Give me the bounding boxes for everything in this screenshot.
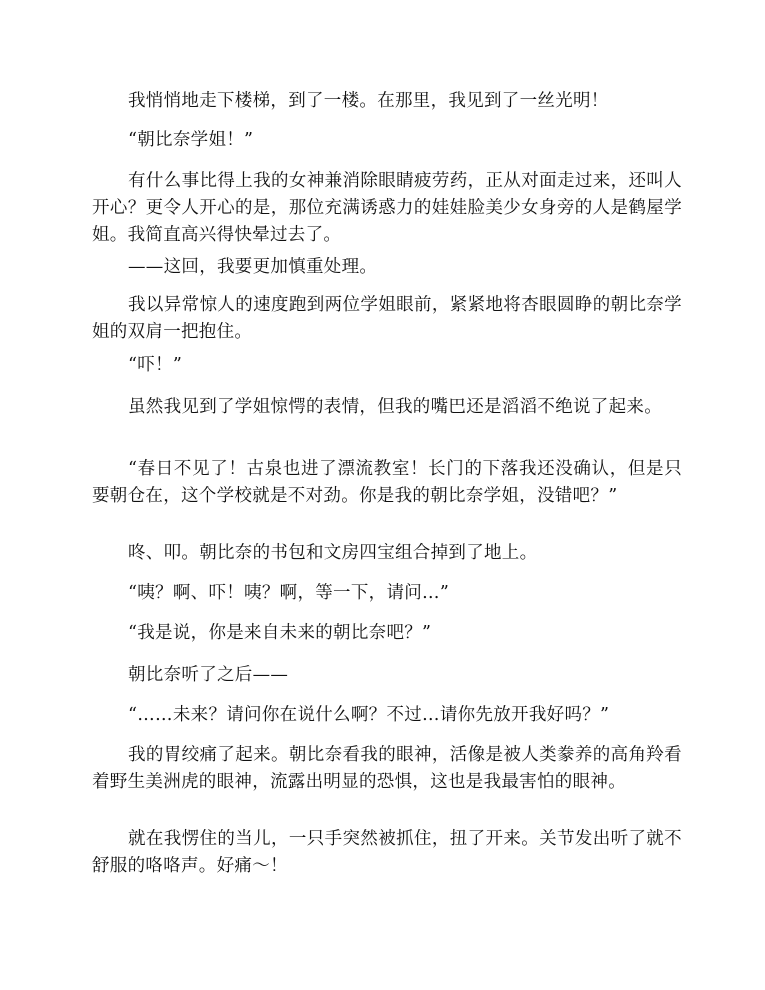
paragraph: “……未来？请问你在说什么啊？不过…请你先放开我好吗？” (128, 705, 610, 725)
paragraph: 我以异常惊人的速度跑到两位学姐眼前，紧紧地将杏眼圆睁的朝比奈学姐的双肩一把抱住。 (92, 295, 682, 342)
paragraph: 我的胃绞痛了起来。朝比奈看我的眼神，活像是被人类豢养的高角羚看着野生美洲虎的眼神，流露出明显的恐惧，这也是我最害怕的眼神。 (92, 745, 682, 792)
paragraph: 虽然我见到了学姐惊愕的表情，但我的嘴巴还是滔滔不绝说了起来。 (128, 397, 662, 417)
paragraph: “吓！” (128, 355, 183, 375)
paragraph: 咚、叩。朝比奈的书包和文房四宝组合掉到了地上。 (128, 543, 538, 563)
paragraph: “咦？啊、吓！咦？啊，等一下，请问…” (128, 583, 450, 603)
paragraph: “春日不见了！古泉也进了漂流教室！长门的下落我还没确认，但是只要朝仓在，这个学校就是不对劲。你是我的朝比奈学姐，没错吧？” (92, 459, 682, 506)
paragraph: “我是说，你是来自未来的朝比奈吧？” (128, 623, 432, 643)
paragraph: 有什么事比得上我的女神兼消除眼睛疲劳药，正从对面走过来，还叫人开心？更令人开心的是，那位充满诱惑力的娃娃脸美少女身旁的人是鹤屋学姐。我简直高兴得快晕过去了。 (92, 171, 682, 245)
paragraph: 就在我愣住的当儿，一只手突然被抓住，扭了开来。关节发出听了就不舒服的咯咯声。好痛～！ (92, 829, 682, 876)
paragraph: 我悄悄地走下楼梯，到了一楼。在那里，我见到了一丝光明！ (128, 91, 609, 111)
paragraph: “朝比奈学姐！” (128, 130, 254, 150)
paragraph: 朝比奈听了之后—— (128, 665, 289, 685)
paragraph: ——这回，我要更加慎重处理。 (128, 257, 378, 277)
